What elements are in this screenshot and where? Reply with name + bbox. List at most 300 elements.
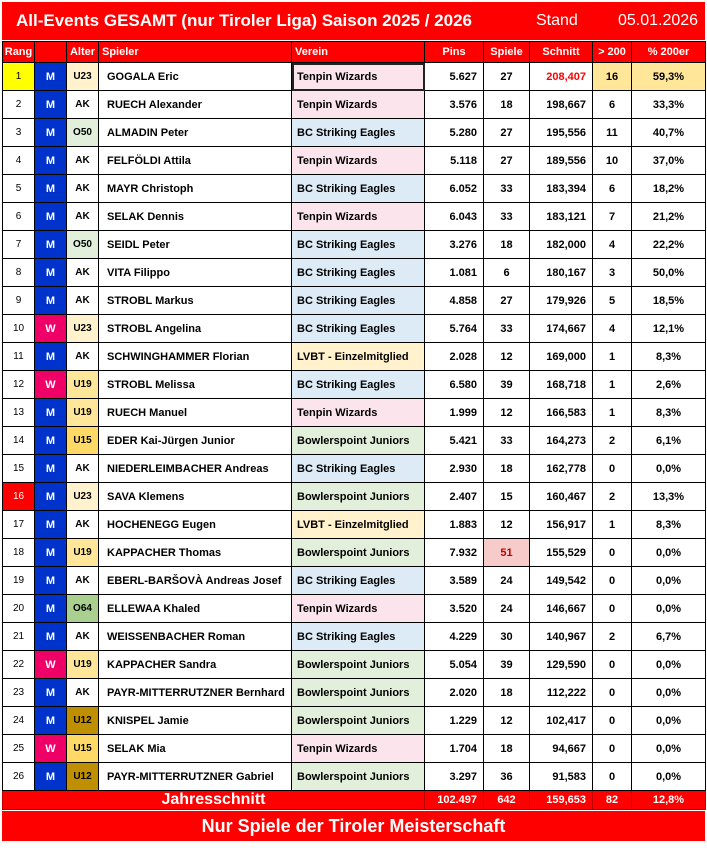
rank-cell: 2 (3, 91, 35, 119)
club-name: LVBT - Einzelmitglied (292, 343, 425, 371)
col-header-spieler: Spieler (99, 42, 292, 63)
average-cell: 140,967 (530, 623, 593, 651)
average-cell: 169,000 (530, 343, 593, 371)
col-header-spiele: Spiele (484, 42, 530, 63)
pins-cell: 3.589 (425, 567, 484, 595)
rank-cell: 20 (3, 595, 35, 623)
rank-cell: 12 (3, 371, 35, 399)
club-name: BC Striking Eagles (292, 259, 425, 287)
col-header-rang: Rang (3, 42, 35, 63)
player-name: STROBL Angelina (99, 315, 292, 343)
col-header-alter: Alter (67, 42, 99, 63)
rank-cell: 26 (3, 763, 35, 791)
age-cell: U23 (67, 483, 99, 511)
rank-cell: 25 (3, 735, 35, 763)
games-cell: 24 (484, 567, 530, 595)
age-cell: U12 (67, 707, 99, 735)
over200-cell: 0 (593, 539, 632, 567)
table-row (3, 483, 706, 511)
player-name: GOGALA Eric (99, 63, 292, 91)
games-cell: 6 (484, 259, 530, 287)
pins-cell: 5.280 (425, 119, 484, 147)
games-cell: 36 (484, 763, 530, 791)
age-cell: U12 (67, 763, 99, 791)
rank-cell: 17 (3, 511, 35, 539)
sex-cell: M (35, 763, 67, 791)
over200-cell: 5 (593, 287, 632, 315)
age-cell: U19 (67, 399, 99, 427)
over200-cell: 0 (593, 651, 632, 679)
pct200-cell: 0,0% (632, 679, 706, 707)
games-cell: 18 (484, 679, 530, 707)
age-cell: AK (67, 287, 99, 315)
sex-cell: W (35, 371, 67, 399)
club-name: BC Striking Eagles (292, 567, 425, 595)
sex-cell: M (35, 63, 67, 91)
pins-cell: 1.081 (425, 259, 484, 287)
rank-cell: 3 (3, 119, 35, 147)
age-cell: AK (67, 175, 99, 203)
age-cell: U19 (67, 651, 99, 679)
sex-cell: M (35, 119, 67, 147)
games-cell: 12 (484, 511, 530, 539)
totals-pins: 102.497 (425, 791, 484, 810)
club-name: Bowlerspoint Juniors (292, 539, 425, 567)
sex-cell: W (35, 315, 67, 343)
table-row (3, 175, 706, 203)
club-name: Tenpin Wizards (292, 735, 425, 763)
over200-cell: 0 (593, 679, 632, 707)
age-cell: U23 (67, 315, 99, 343)
games-cell: 18 (484, 91, 530, 119)
over200-cell: 4 (593, 315, 632, 343)
games-cell: 24 (484, 595, 530, 623)
over200-cell: 1 (593, 399, 632, 427)
pct200-cell: 40,7% (632, 119, 706, 147)
pins-cell: 1.883 (425, 511, 484, 539)
rank-cell: 19 (3, 567, 35, 595)
over200-cell: 6 (593, 175, 632, 203)
over200-cell: 0 (593, 763, 632, 791)
pct200-cell: 33,3% (632, 91, 706, 119)
pct200-cell: 8,3% (632, 343, 706, 371)
age-cell: U15 (67, 427, 99, 455)
pins-cell: 5.421 (425, 427, 484, 455)
age-cell: O64 (67, 595, 99, 623)
pins-cell: 1.704 (425, 735, 484, 763)
pins-cell: 2.930 (425, 455, 484, 483)
pct200-cell: 22,2% (632, 231, 706, 259)
player-name: SEIDL Peter (99, 231, 292, 259)
player-name: STROBL Melissa (99, 371, 292, 399)
pins-cell: 6.580 (425, 371, 484, 399)
club-name: BC Striking Eagles (292, 315, 425, 343)
games-cell: 39 (484, 371, 530, 399)
games-cell: 27 (484, 147, 530, 175)
age-cell: AK (67, 259, 99, 287)
col-header-sex (35, 42, 67, 63)
table-row (3, 427, 706, 455)
totals-avg: 159,653 (530, 791, 593, 810)
sex-cell: M (35, 427, 67, 455)
player-name: STROBL Markus (99, 287, 292, 315)
over200-cell: 0 (593, 707, 632, 735)
player-name: NIEDERLEIMBACHER Andreas (99, 455, 292, 483)
games-cell: 33 (484, 315, 530, 343)
average-cell: 183,121 (530, 203, 593, 231)
average-cell: 162,778 (530, 455, 593, 483)
player-name: SELAK Mia (99, 735, 292, 763)
table-row (3, 203, 706, 231)
games-cell: 27 (484, 287, 530, 315)
pct200-cell: 8,3% (632, 399, 706, 427)
rank-cell: 4 (3, 147, 35, 175)
sex-cell: M (35, 623, 67, 651)
pct200-cell: 18,5% (632, 287, 706, 315)
sex-cell: M (35, 483, 67, 511)
rank-cell: 5 (3, 175, 35, 203)
pct200-cell: 0,0% (632, 735, 706, 763)
player-name: PAYR-MITTERRUTZNER Bernhard (99, 679, 292, 707)
title-banner (2, 2, 705, 41)
table-row (3, 259, 706, 287)
totals-over200: 82 (593, 791, 632, 810)
sex-cell: M (35, 595, 67, 623)
rank-cell: 18 (3, 539, 35, 567)
pct200-cell: 8,3% (632, 511, 706, 539)
average-cell: 149,542 (530, 567, 593, 595)
club-name: Bowlerspoint Juniors (292, 483, 425, 511)
over200-cell: 2 (593, 427, 632, 455)
club-name: Bowlerspoint Juniors (292, 651, 425, 679)
player-name: ELLEWAA Khaled (99, 595, 292, 623)
table-row (3, 567, 706, 595)
pct200-cell: 6,1% (632, 427, 706, 455)
pins-cell: 5.054 (425, 651, 484, 679)
table-row (3, 679, 706, 707)
sex-cell: M (35, 399, 67, 427)
rank-cell: 23 (3, 679, 35, 707)
pct200-cell: 13,3% (632, 483, 706, 511)
col-header-schnitt: Schnitt (530, 42, 593, 63)
age-cell: U23 (67, 63, 99, 91)
table-row (3, 371, 706, 399)
club-name: Tenpin Wizards (292, 147, 425, 175)
pct200-cell: 50,0% (632, 259, 706, 287)
average-cell: 183,394 (530, 175, 593, 203)
footer-note: Nur Spiele der Tiroler Meisterschaft (2, 810, 705, 841)
table-row (3, 147, 706, 175)
average-cell: 129,590 (530, 651, 593, 679)
over200-cell: 1 (593, 511, 632, 539)
player-name: KAPPACHER Thomas (99, 539, 292, 567)
pins-cell: 5.118 (425, 147, 484, 175)
col-header-verein: Verein (292, 42, 425, 63)
sex-cell: M (35, 203, 67, 231)
average-cell: 155,529 (530, 539, 593, 567)
pct200-cell: 0,0% (632, 651, 706, 679)
average-cell: 102,417 (530, 707, 593, 735)
rank-cell: 22 (3, 651, 35, 679)
pct200-cell: 18,2% (632, 175, 706, 203)
sex-cell: M (35, 539, 67, 567)
player-name: EBERL-BARŠOVÀ Andreas Josef (99, 567, 292, 595)
table-row (3, 287, 706, 315)
sex-cell: M (35, 259, 67, 287)
club-name: Tenpin Wizards (292, 203, 425, 231)
games-cell: 33 (484, 175, 530, 203)
sex-cell: M (35, 175, 67, 203)
pins-cell: 7.932 (425, 539, 484, 567)
age-cell: AK (67, 623, 99, 651)
average-cell: 156,917 (530, 511, 593, 539)
player-name: ALMADIN Peter (99, 119, 292, 147)
player-name: SCHWINGHAMMER Florian (99, 343, 292, 371)
sex-cell: M (35, 679, 67, 707)
pins-cell: 3.297 (425, 763, 484, 791)
table-row (3, 343, 706, 371)
table-row (3, 539, 706, 567)
stand-date: 05.01.2026 (618, 12, 699, 29)
rank-cell: 7 (3, 231, 35, 259)
table-header-row (3, 42, 706, 63)
over200-cell: 16 (593, 63, 632, 91)
club-name: Tenpin Wizards (292, 91, 425, 119)
club-name: BC Striking Eagles (292, 371, 425, 399)
games-cell: 18 (484, 455, 530, 483)
sex-cell: M (35, 147, 67, 175)
pins-cell: 3.520 (425, 595, 484, 623)
average-cell: 164,273 (530, 427, 593, 455)
age-cell: AK (67, 567, 99, 595)
sex-cell: M (35, 343, 67, 371)
rank-cell: 6 (3, 203, 35, 231)
pins-cell: 4.229 (425, 623, 484, 651)
games-cell: 33 (484, 203, 530, 231)
average-cell: 94,667 (530, 735, 593, 763)
club-name: Tenpin Wizards (292, 595, 425, 623)
games-cell: 12 (484, 707, 530, 735)
games-cell: 27 (484, 63, 530, 91)
pins-cell: 6.043 (425, 203, 484, 231)
rank-cell: 24 (3, 707, 35, 735)
table-row (3, 651, 706, 679)
over200-cell: 0 (593, 595, 632, 623)
pins-cell: 2.028 (425, 343, 484, 371)
sex-cell: M (35, 231, 67, 259)
table-row (3, 91, 706, 119)
average-cell: 174,667 (530, 315, 593, 343)
over200-cell: 2 (593, 483, 632, 511)
club-name: BC Striking Eagles (292, 623, 425, 651)
average-cell: 168,718 (530, 371, 593, 399)
rank-cell: 11 (3, 343, 35, 371)
player-name: SELAK Dennis (99, 203, 292, 231)
club-name: Tenpin Wizards (292, 63, 425, 91)
over200-cell: 4 (593, 231, 632, 259)
totals-pct200: 12,8% (632, 791, 706, 810)
table-row (3, 623, 706, 651)
player-name: PAYR-MITTERRUTZNER Gabriel (99, 763, 292, 791)
stand-label: Stand (536, 12, 578, 29)
pct200-cell: 0,0% (632, 595, 706, 623)
rank-cell: 10 (3, 315, 35, 343)
table-row (3, 763, 706, 791)
table-row (3, 63, 706, 91)
average-cell: 208,407 (530, 63, 593, 91)
age-cell: U15 (67, 735, 99, 763)
club-name: BC Striking Eagles (292, 455, 425, 483)
average-cell: 166,583 (530, 399, 593, 427)
rank-cell: 15 (3, 455, 35, 483)
club-name: Bowlerspoint Juniors (292, 427, 425, 455)
player-name: RUECH Alexander (99, 91, 292, 119)
table-row (3, 455, 706, 483)
player-name: KNISPEL Jamie (99, 707, 292, 735)
player-name: HOCHENEGG Eugen (99, 511, 292, 539)
player-name: MAYR Christoph (99, 175, 292, 203)
pct200-cell: 2,6% (632, 371, 706, 399)
table-row (3, 735, 706, 763)
standings-body (3, 63, 706, 791)
player-name: SAVA Klemens (99, 483, 292, 511)
age-cell: AK (67, 511, 99, 539)
over200-cell: 0 (593, 735, 632, 763)
age-cell: U19 (67, 539, 99, 567)
games-cell: 12 (484, 343, 530, 371)
pins-cell: 2.407 (425, 483, 484, 511)
table-row (3, 231, 706, 259)
age-cell: AK (67, 679, 99, 707)
pct200-cell: 37,0% (632, 147, 706, 175)
pct200-cell: 0,0% (632, 763, 706, 791)
player-name: FELFÖLDI Attila (99, 147, 292, 175)
average-cell: 182,000 (530, 231, 593, 259)
average-cell: 146,667 (530, 595, 593, 623)
games-cell: 15 (484, 483, 530, 511)
pct200-cell: 12,1% (632, 315, 706, 343)
pct200-cell: 0,0% (632, 567, 706, 595)
rank-cell: 1 (3, 63, 35, 91)
age-cell: O50 (67, 231, 99, 259)
rank-cell: 21 (3, 623, 35, 651)
club-name: Bowlerspoint Juniors (292, 679, 425, 707)
games-cell: 33 (484, 427, 530, 455)
col-header-over200: > 200 (593, 42, 632, 63)
player-name: VITA Filippo (99, 259, 292, 287)
sex-cell: M (35, 287, 67, 315)
sex-cell: W (35, 735, 67, 763)
over200-cell: 1 (593, 343, 632, 371)
over200-cell: 11 (593, 119, 632, 147)
table-row (3, 119, 706, 147)
pins-cell: 2.020 (425, 679, 484, 707)
totals-games: 642 (484, 791, 530, 810)
games-cell: 12 (484, 399, 530, 427)
pct200-cell: 0,0% (632, 707, 706, 735)
average-cell: 91,583 (530, 763, 593, 791)
club-name: BC Striking Eagles (292, 231, 425, 259)
player-name: KAPPACHER Sandra (99, 651, 292, 679)
pct200-cell: 6,7% (632, 623, 706, 651)
over200-cell: 10 (593, 147, 632, 175)
pins-cell: 5.764 (425, 315, 484, 343)
club-name: BC Striking Eagles (292, 119, 425, 147)
average-cell: 189,556 (530, 147, 593, 175)
over200-cell: 1 (593, 371, 632, 399)
sex-cell: M (35, 91, 67, 119)
over200-cell: 2 (593, 623, 632, 651)
table-row (3, 511, 706, 539)
age-cell: O50 (67, 119, 99, 147)
age-cell: AK (67, 203, 99, 231)
over200-cell: 6 (593, 91, 632, 119)
over200-cell: 0 (593, 455, 632, 483)
pct200-cell: 0,0% (632, 539, 706, 567)
rank-cell: 8 (3, 259, 35, 287)
age-cell: AK (67, 147, 99, 175)
games-cell: 51 (484, 539, 530, 567)
totals-label: Jahresschnitt (3, 791, 425, 810)
pins-cell: 1.999 (425, 399, 484, 427)
sex-cell: M (35, 455, 67, 483)
rank-cell: 13 (3, 399, 35, 427)
player-name: EDER Kai-Jürgen Junior (99, 427, 292, 455)
totals-row (3, 791, 706, 810)
over200-cell: 0 (593, 567, 632, 595)
pins-cell: 3.276 (425, 231, 484, 259)
games-cell: 30 (484, 623, 530, 651)
table-row (3, 399, 706, 427)
club-name: LVBT - Einzelmitglied (292, 511, 425, 539)
average-cell: 195,556 (530, 119, 593, 147)
club-name: BC Striking Eagles (292, 175, 425, 203)
col-header-pct200: % 200er (632, 42, 706, 63)
pct200-cell: 59,3% (632, 63, 706, 91)
sex-cell: W (35, 651, 67, 679)
average-cell: 112,222 (530, 679, 593, 707)
games-cell: 18 (484, 231, 530, 259)
games-cell: 39 (484, 651, 530, 679)
club-name: Tenpin Wizards (292, 399, 425, 427)
rank-cell: 14 (3, 427, 35, 455)
page-title: All-Events GESAMT (nur Tiroler Liga) Saison 2025 / 2026 (16, 11, 472, 30)
over200-cell: 7 (593, 203, 632, 231)
player-name: RUECH Manuel (99, 399, 292, 427)
standings-table (2, 41, 706, 810)
over200-cell: 3 (593, 259, 632, 287)
club-name: Bowlerspoint Juniors (292, 763, 425, 791)
pins-cell: 4.858 (425, 287, 484, 315)
pct200-cell: 0,0% (632, 455, 706, 483)
average-cell: 179,926 (530, 287, 593, 315)
age-cell: U19 (67, 371, 99, 399)
table-row (3, 595, 706, 623)
player-name: WEISSENBACHER Roman (99, 623, 292, 651)
pins-cell: 6.052 (425, 175, 484, 203)
sex-cell: M (35, 511, 67, 539)
rank-cell: 16 (3, 483, 35, 511)
pins-cell: 1.229 (425, 707, 484, 735)
age-cell: AK (67, 343, 99, 371)
table-row (3, 707, 706, 735)
age-cell: AK (67, 91, 99, 119)
average-cell: 198,667 (530, 91, 593, 119)
rank-cell: 9 (3, 287, 35, 315)
table-row (3, 315, 706, 343)
sex-cell: M (35, 567, 67, 595)
pins-cell: 3.576 (425, 91, 484, 119)
